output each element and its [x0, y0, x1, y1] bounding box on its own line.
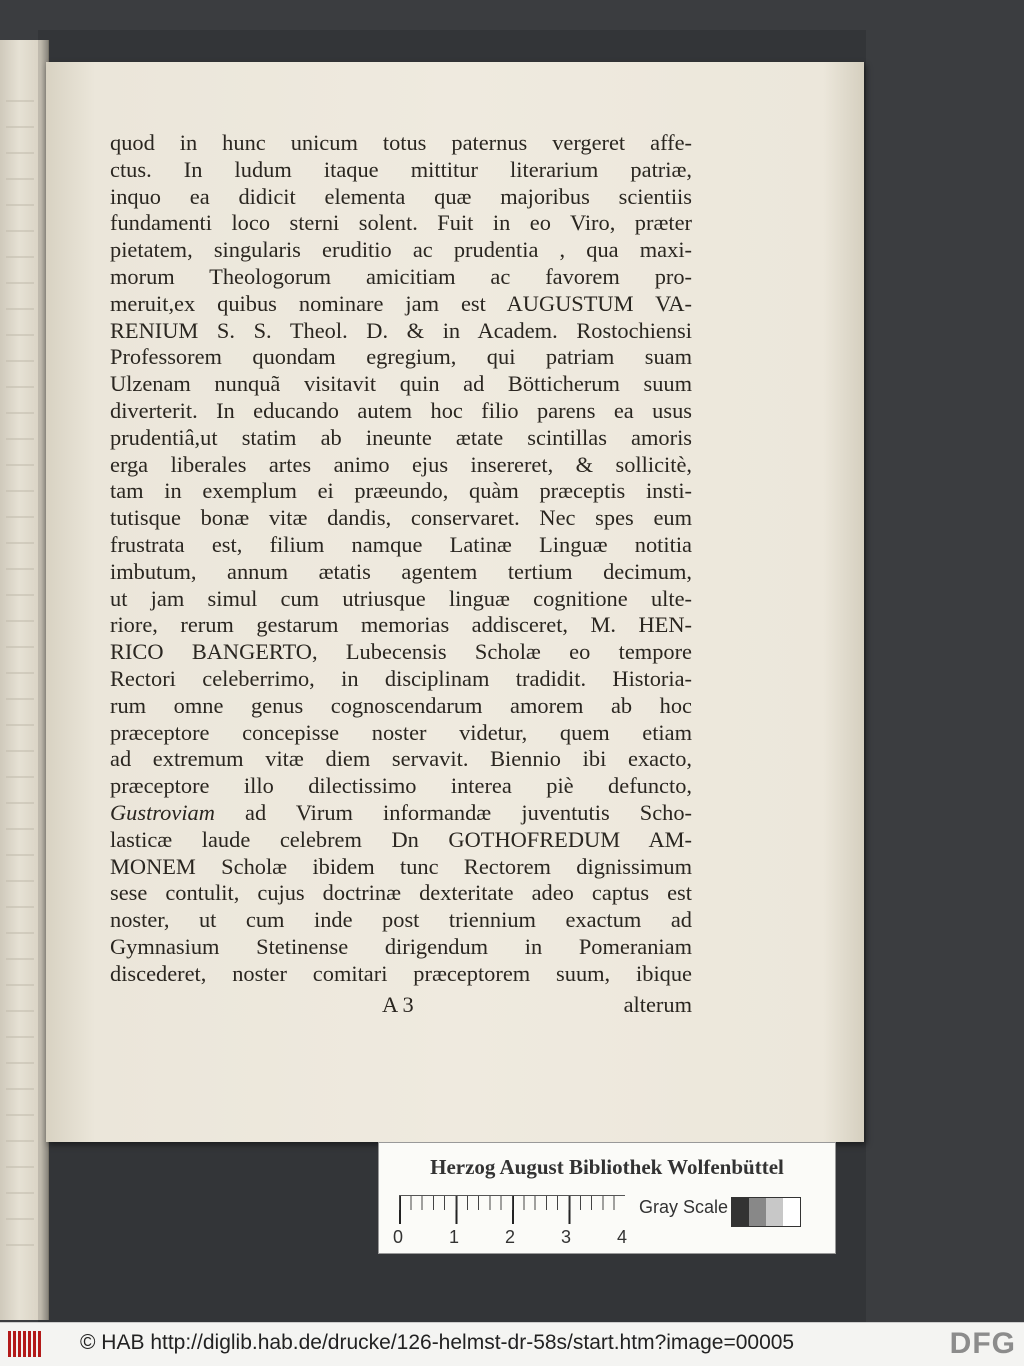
text-line: fundamenti loco sterni solent. Fuit in eo Viro, præter [110, 210, 692, 236]
text-line: MONEM Scholæ ibidem tunc Rectorem dignissimum [110, 853, 692, 879]
text-line: prudentiâ,ut statim ab ineunte ætate scintillas amoris [110, 424, 692, 450]
gray-swatch-cell [766, 1198, 783, 1226]
signature-mark: A 3 [382, 992, 414, 1017]
text-line: frustrata est, filium namque Latinæ Linguæ notitia [110, 531, 692, 557]
text-line: rum omne genus cognoscendarum amorem ab hoc [110, 692, 692, 718]
viewer-footer-bar [0, 1322, 1024, 1366]
ruler-number: 3 [561, 1227, 572, 1247]
text-line: morum Theologorum amicitiam ac favorem pro- [110, 263, 692, 289]
ruler-number: 2 [505, 1227, 516, 1247]
page-footer [110, 992, 692, 1022]
text-line: diverterit. In educando autem hoc filio parens ea usus [110, 397, 692, 423]
text-line: Rectori celeberrimo, in disciplinam tradidit. Historia- [110, 665, 692, 691]
color-scale-card [378, 1142, 836, 1254]
text-line: imbutum, annum ætatis agentem tertium decimum, [110, 558, 692, 584]
text-line: erga liberales artes animo ejus insereret, & sollicitè, [110, 451, 692, 477]
text-line: tam in exemplum ei præeundo, quàm præceptis insti- [110, 478, 692, 504]
ruler-numbers [393, 1227, 653, 1247]
text-line: Gymnasium Stetinense dirigendum in Pomeraniam [110, 933, 692, 959]
dfg-logo: DFG [949, 1327, 1016, 1360]
text-line: sese contulit, cujus doctrinæ dexteritate adeo captus est [110, 880, 692, 906]
text-line: ctus. In ludum itaque mittitur literarium patriæ, [110, 156, 692, 182]
text-line: RICO BANGERTO, Lubecensis Scholæ eo tempore [110, 639, 692, 665]
copyright-link[interactable]: © HAB http://diglib.hab.de/drucke/126-helmst-dr-58s/start.htm?image=00005 [80, 1331, 795, 1354]
hab-logo-icon [8, 1331, 42, 1357]
ruler [399, 1195, 625, 1224]
ruler-number: 1 [449, 1227, 460, 1247]
gray-scale-label: Gray Scale [639, 1197, 729, 1217]
text-line: tutisque bonæ vitæ dandis, conservaret. Nec spes eum [110, 505, 692, 531]
text-line: Gustroviam ad Virum informandæ juventutis Scho- [110, 799, 692, 825]
text-line: quod in hunc unicum totus paternus vergeret affe- [110, 130, 692, 155]
text-line: discederet, noster comitari præceptorem suum, ibique [110, 960, 692, 986]
text-line: RENIUM S. S. Theol. D. & in Academ. Rostochiensi [110, 317, 692, 343]
text-line: præceptore illo dilectissimo interea piè defuncto, [110, 773, 692, 799]
text-line: Professorem quondam egregium, qui patriam suam [110, 344, 692, 370]
text-line: pietatem, singularis eruditio ac prudentia , qua maxi- [110, 237, 692, 263]
catchword: alterum [623, 992, 692, 1017]
text-line: Ulzenam nunquã visitavit quin ad Bötticherum suum [110, 371, 692, 397]
ruler-number: 4 [617, 1227, 628, 1247]
page-text [110, 130, 692, 988]
gray-swatch-cell [783, 1198, 800, 1226]
text-line: meruit,ex quibus nominare jam est AUGUSTUM VA- [110, 290, 692, 316]
ruler-number: 0 [393, 1227, 404, 1247]
text-line: lasticæ laude celebrem Dn GOTHOFREDUM AM- [110, 826, 692, 852]
gray-swatch-cell [732, 1198, 749, 1226]
text-line: riore, rerum gestarum memorias addisceret, M. HEN- [110, 612, 692, 638]
text-line: ad extremum vitæ diem servavit. Biennio ibi exacto, [110, 746, 692, 772]
text-line: præceptore concepisse noster videtur, quem etiam [110, 719, 692, 745]
text-line: ut jam simul cum utriusque linguæ cognitione ulte- [110, 585, 692, 611]
gray-scale-swatch [731, 1197, 801, 1227]
library-title: Herzog August Bibliothek Wolfenbüttel [430, 1155, 784, 1179]
gray-swatch-cell [749, 1198, 766, 1226]
text-line: inquo ea didicit elementa quæ majoribus scientiis [110, 183, 692, 209]
text-line: noster, ut cum inde post triennium exactum ad [110, 907, 692, 933]
